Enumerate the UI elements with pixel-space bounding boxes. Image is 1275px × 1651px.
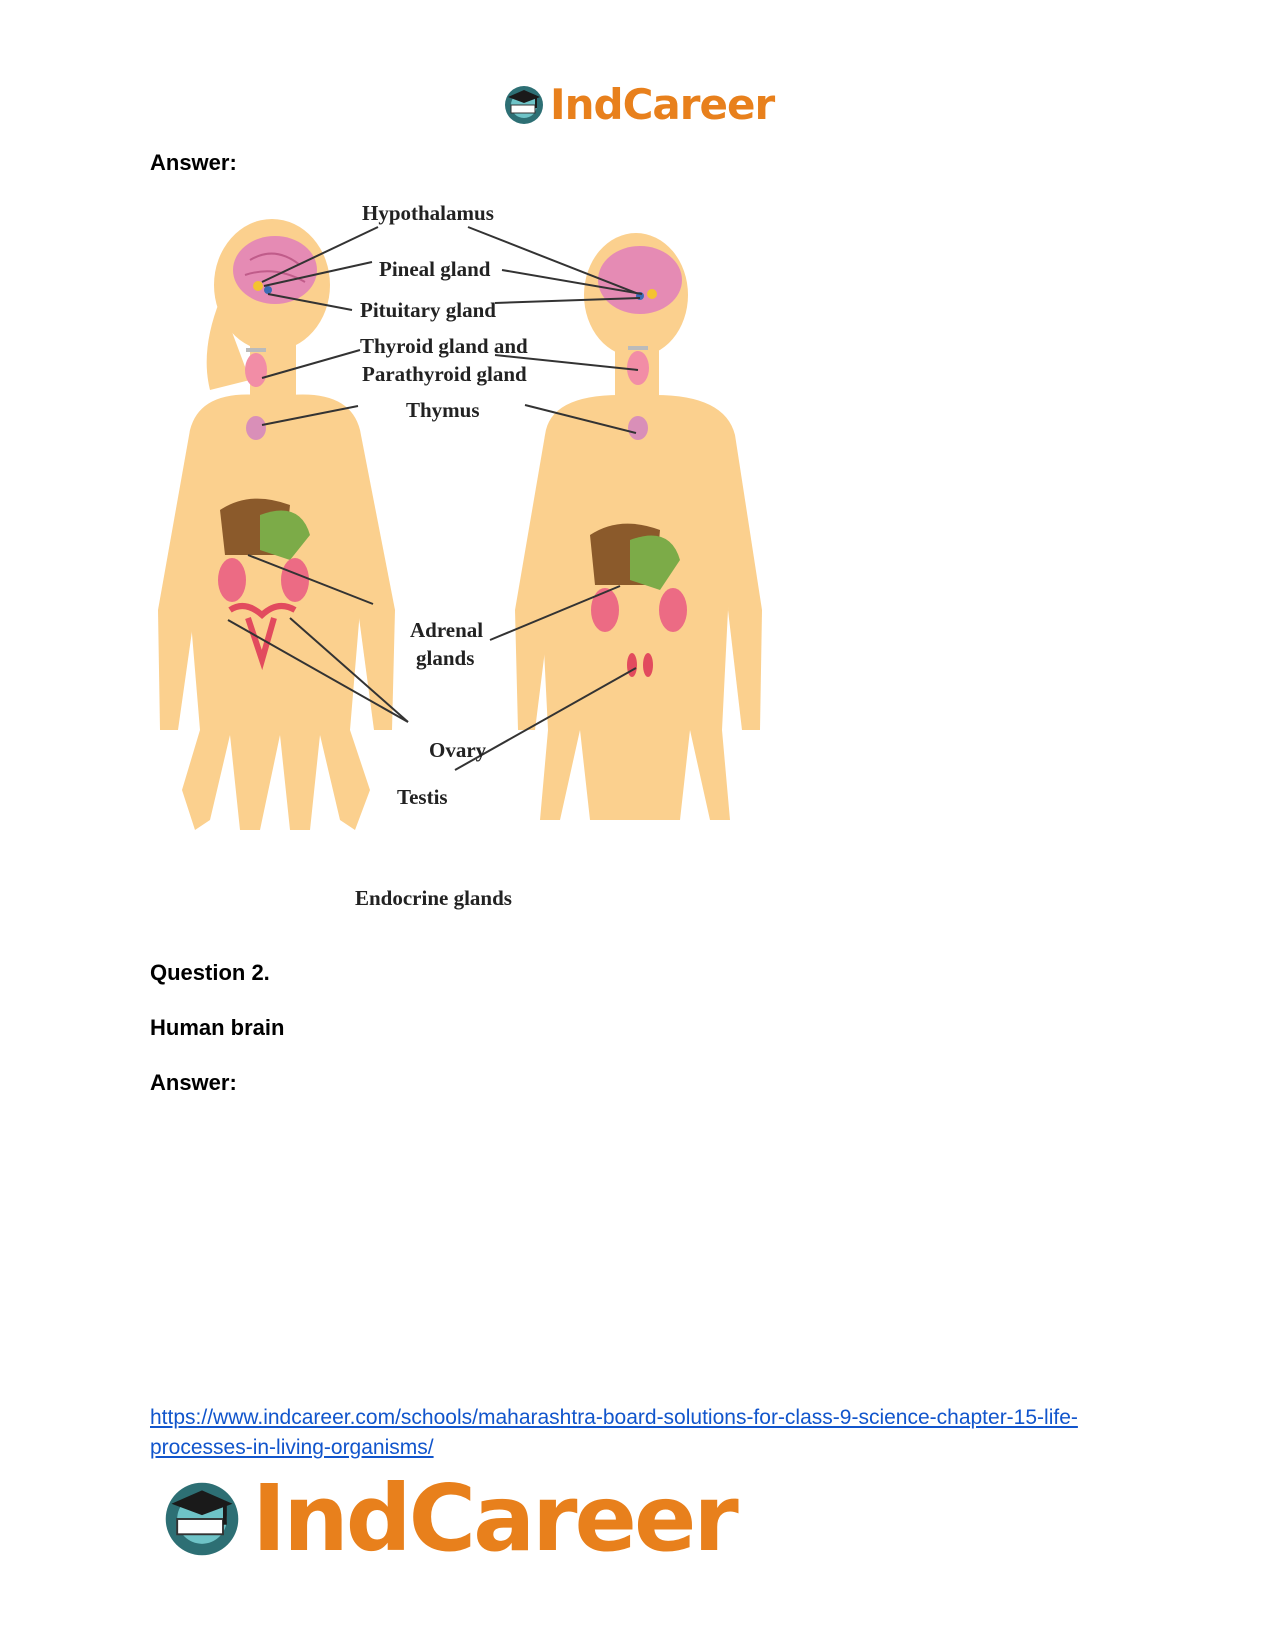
label-testis: Testis — [397, 785, 448, 809]
label-adrenal-line2: glands — [416, 646, 475, 670]
figure-caption: Endocrine glands — [355, 886, 512, 910]
graduation-cap-icon — [160, 1477, 244, 1561]
logo-text: IndCareer — [252, 1465, 736, 1572]
label-pituitary-gland: Pituitary gland — [360, 298, 496, 322]
label-hypothalamus: Hypothalamus — [362, 201, 494, 225]
label-thyroid-line1: Thyroid gland and — [360, 334, 528, 358]
label-thymus: Thymus — [406, 398, 480, 422]
graduation-cap-icon — [502, 83, 546, 127]
label-ovary: Ovary — [429, 738, 487, 762]
male-body — [515, 233, 762, 820]
label-adrenal-line1: Adrenal — [410, 618, 484, 642]
logo-text: IndCareer — [550, 80, 775, 129]
answer-heading-2: Answer: — [150, 1070, 237, 1095]
question-heading: Question 2. — [150, 960, 270, 985]
header-logo[interactable] — [502, 80, 774, 129]
topic-heading: Human brain — [150, 1015, 285, 1040]
label-pineal-gland: Pineal gland — [379, 257, 491, 281]
footer-logo[interactable] — [160, 1465, 736, 1572]
source-link[interactable]: https://www.indcareer.com/schools/maharashtra-board-solutions-for-class-9-science-chapter-15-life-processes-in-living-organisms/ — [150, 1406, 1078, 1459]
label-thyroid-line2: Parathyroid gland — [362, 362, 527, 386]
endocrine-glands-figure — [150, 190, 810, 930]
answer-heading: Answer: — [150, 150, 237, 175]
